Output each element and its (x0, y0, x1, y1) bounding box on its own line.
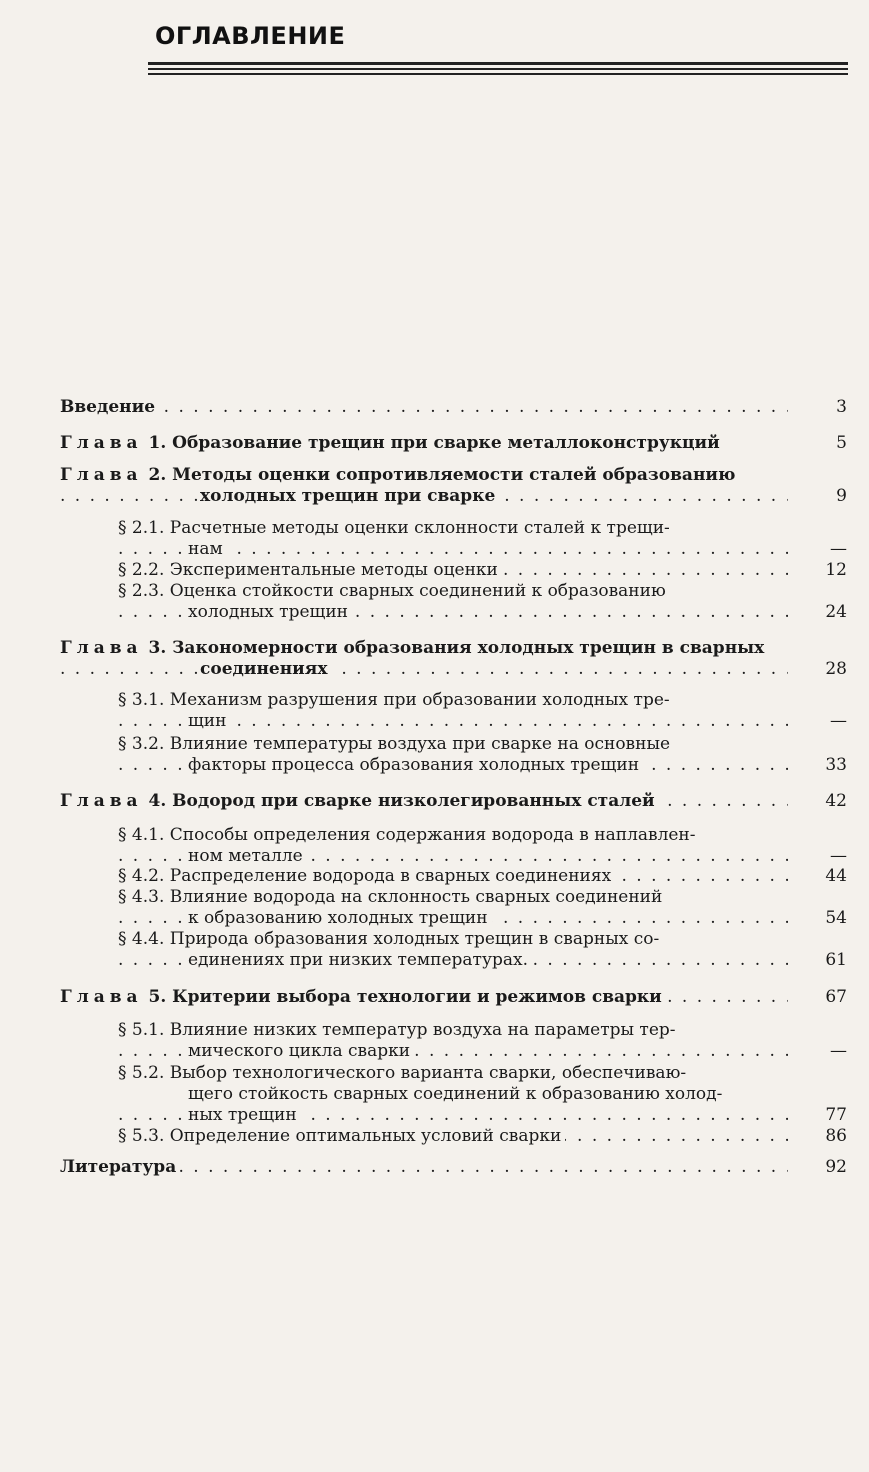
chapter-title-line-1: Закономерности образования холодных трещин в сварных (172, 638, 765, 658)
section-title-line-2: щин (188, 711, 230, 731)
entry-page: 5 (836, 433, 847, 453)
chapter-number: 4. (148, 791, 167, 811)
page-title: ОГЛАВЛЕНИЕ (155, 22, 346, 50)
section-title-line-2: ном металле (188, 846, 307, 866)
section-number: § 2.1. (118, 518, 165, 538)
entry-page: 44 (825, 866, 847, 886)
chapter-title-line-2: соединениях (200, 659, 331, 679)
section-title-line-1: Оценка стойкости сварных соединений к образованию (169, 581, 666, 601)
entry-label: Литература (60, 1157, 180, 1177)
section-title-line-1: Природа образования холодных трещин в сварных со- (169, 929, 660, 949)
chapter-title-line-1: Методы оценки сопротивляемости сталей образованию (172, 465, 736, 485)
section-number: § 4.2. (118, 866, 165, 886)
section-title-line-1: Механизм разрушения при образовании холодных тре- (169, 690, 670, 710)
entry-page: 61 (825, 950, 847, 970)
section-title-line-3: ных трещин (188, 1105, 301, 1125)
section-title-line-1: Выбор технологического варианта сварки, обеспечиваю- (169, 1063, 687, 1083)
chapter-title: Образование трещин при сварке металлоконструкций (172, 433, 720, 453)
section-number: § 2.3. (118, 581, 165, 601)
entry-page: — (830, 846, 847, 866)
entry-page: 9 (836, 486, 847, 506)
section-title-line-1: Способы определения содержания водорода в наплавлен- (169, 825, 696, 845)
section-number: § 4.1. (118, 825, 165, 845)
section-title-line-1: Влияние водорода на склонность сварных соединений (169, 887, 663, 907)
entry-page: — (830, 1041, 847, 1061)
section-number: § 5.1. (118, 1020, 165, 1040)
section-number: § 5.3. (118, 1126, 165, 1146)
section-number: § 3.1. (118, 690, 165, 710)
chapter-prefix: Глава (60, 987, 143, 1007)
section-number: § 5.2. (118, 1063, 165, 1083)
section-title-line-2: щего стойкость сварных соединений к образованию холод- (188, 1084, 726, 1104)
chapter-prefix: Глава (60, 465, 143, 485)
entry-page: — (830, 711, 847, 731)
entry-page: 42 (825, 791, 847, 811)
entry-page: 33 (825, 755, 847, 775)
chapter-prefix: Глава (60, 433, 143, 453)
section-title-line-2: факторы процесса образования холодных трещин (188, 755, 643, 775)
rule-line (148, 68, 848, 70)
entry-page: 3 (836, 397, 847, 417)
rule-line (148, 73, 848, 75)
header-rules (148, 62, 848, 78)
entry-page: 28 (825, 659, 847, 679)
section-title-line-2: холодных трещин (188, 602, 352, 622)
section-title-line-1: Расчетные методы оценки склонности сталей к трещи- (169, 518, 670, 538)
section-number: § 3.2. (118, 734, 165, 754)
entry-page: 24 (825, 602, 847, 622)
entry-page: 77 (825, 1105, 847, 1125)
chapter-number: 5. (148, 987, 167, 1007)
entry-page: 12 (825, 560, 847, 580)
chapter-number: 2. (148, 465, 167, 485)
rule-line (148, 62, 848, 65)
entry-page: 92 (825, 1157, 847, 1177)
chapter-number: 1. (148, 433, 167, 453)
chapter-title: Критерии выбора технологии и режимов сварки (172, 987, 662, 1007)
section-title-line-1: Распределение водорода в сварных соединениях (169, 866, 612, 886)
entry-page: 86 (825, 1126, 847, 1146)
entry-label: Введение (60, 397, 159, 417)
section-number: § 4.4. (118, 929, 165, 949)
chapter-title-line-2: холодных трещин при сварке (200, 486, 499, 506)
entry-page: 67 (825, 987, 847, 1007)
chapter-title: Водород при сварке низколегированных сталей (172, 791, 655, 811)
entry-page: 54 (825, 908, 847, 928)
chapter-prefix: Глава (60, 638, 143, 658)
chapter-prefix: Глава (60, 791, 143, 811)
section-title-line-2: мического цикла сварки (188, 1041, 414, 1061)
section-title-line-2: к образованию холодных трещин (188, 908, 492, 928)
section-number: § 2.2. (118, 560, 165, 580)
section-number: § 4.3. (118, 887, 165, 907)
section-title-line-1: Влияние низких температур воздуха на параметры тер- (169, 1020, 676, 1040)
chapter-number: 3. (148, 638, 167, 658)
section-title-line-2: единениях при низких температурах. (188, 950, 532, 970)
entry-page: — (830, 539, 847, 559)
section-title-line-1: Экспериментальные методы оценки (169, 560, 498, 580)
section-title-line-1: Определение оптимальных условий сварки (169, 1126, 562, 1146)
section-title-line-2: нам (188, 539, 227, 559)
section-title-line-1: Влияние температуры воздуха при сварке на основные (169, 734, 671, 754)
